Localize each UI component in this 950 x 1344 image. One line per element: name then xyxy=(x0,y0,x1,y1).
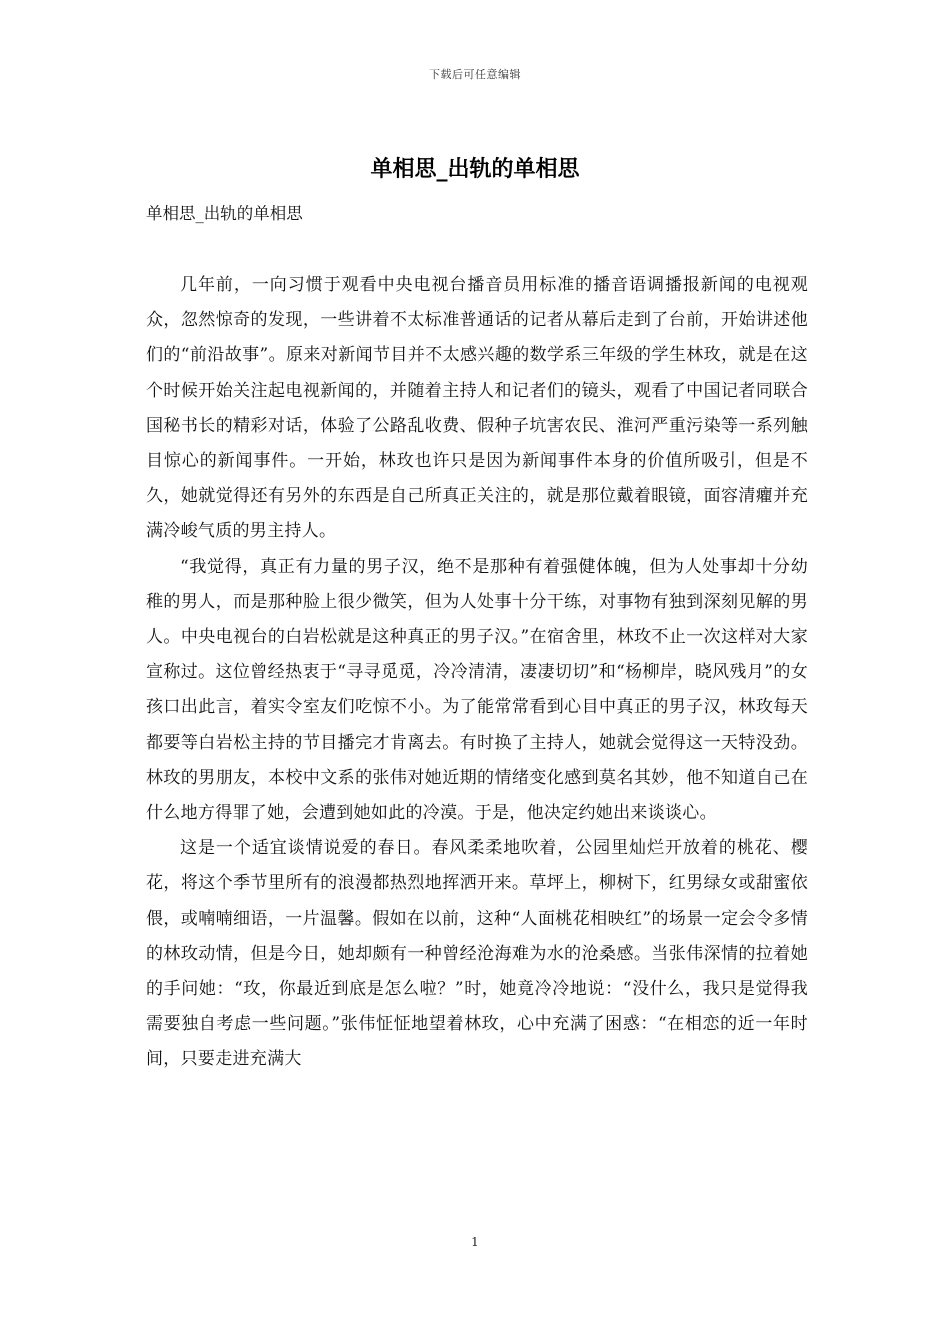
paragraph: 几年前，一向习惯于观看中央电视台播音员用标准的播音语调播报新闻的电视观众，忽然惊奇的发现，一些讲着不太标准普通话的记者从幕后走到了台前，开始讲述他们的“前沿故事”。原来对新闻节目并不太感兴趣的数学系三年级的学生林玫，就是在这个时候开始关注起电视新闻的，并随着主持人和记者们的镜头，观看了中国记者同联合国秘书长的精彩对话，体验了公路乱收费、假种子坑害农民、淮河严重污染等一系列触目惊心的新闻事件。一开始，林玫也许只是因为新闻事件本身的价值所吸引，但是不久，她就觉得还有另外的东西是自己所真正关注的，就是那位戴着眼镜，面容清癯并充满冷峻气质的男主持人。 xyxy=(146,275,808,542)
paragraph: 这是一个适宜谈情说爱的春日。春风柔柔地吹着，公园里灿烂开放着的桃花、樱花，将这个季节里所有的浪漫都热烈地挥洒开来。草坪上，柳树下，红男绿女或甜蜜依偎，或喃喃细语，一片温馨。假如在以前，这种“人面桃花相映红”的场景一定会令多情的林玫动情，但是今日，她却颇有一种曾经沧海难为水的沧桑感。当张伟深情的拉着她的手问她：“玫，你最近到底是怎么啦？”时，她竟冷冷地说：“没什么，我只是觉得我需要独自考虑一些问题。”张伟怔怔地望着林玫，心中充满了困惑：“在相恋的近一年时间，只要走进充满大 xyxy=(146,838,808,1070)
page-number: 1 xyxy=(471,1235,479,1249)
document-body xyxy=(146,268,808,1078)
document-title: 单相思_出轨的单相思 xyxy=(370,156,580,182)
document-subtitle: 单相思_出轨的单相思 xyxy=(146,204,303,223)
paragraph: “我觉得，真正有力量的男子汉，绝不是那种有着强健体魄，但为人处事却十分幼稚的男人，而是那种脸上很少微笑，但为人处事十分干练，对事物有独到深刻见解的男人。中央电视台的白岩松就是这种真正的男子汉。”在宿舍里，林玫不止一次这样对大家宣称过。这位曾经热衷于“寻寻觅觅，冷冷清清，凄凄切切”和“杨柳岸，晓风残月”的女孩口出此言，着实令室友们吃惊不小。为了能常常看到心目中真正的男子汉，林玫每天都要等白岩松主持的节目播完才肯离去。有时换了主持人，她就会觉得这一天特没劲。林玫的男朋友，本校中文系的张伟对她近期的情绪变化感到莫名其妙，他不知道自己在什么地方得罪了她，会遭到她如此的冷漠。于是，他决定约她出来谈谈心。 xyxy=(146,556,808,824)
header-note: 下载后可任意编辑 xyxy=(429,68,521,81)
